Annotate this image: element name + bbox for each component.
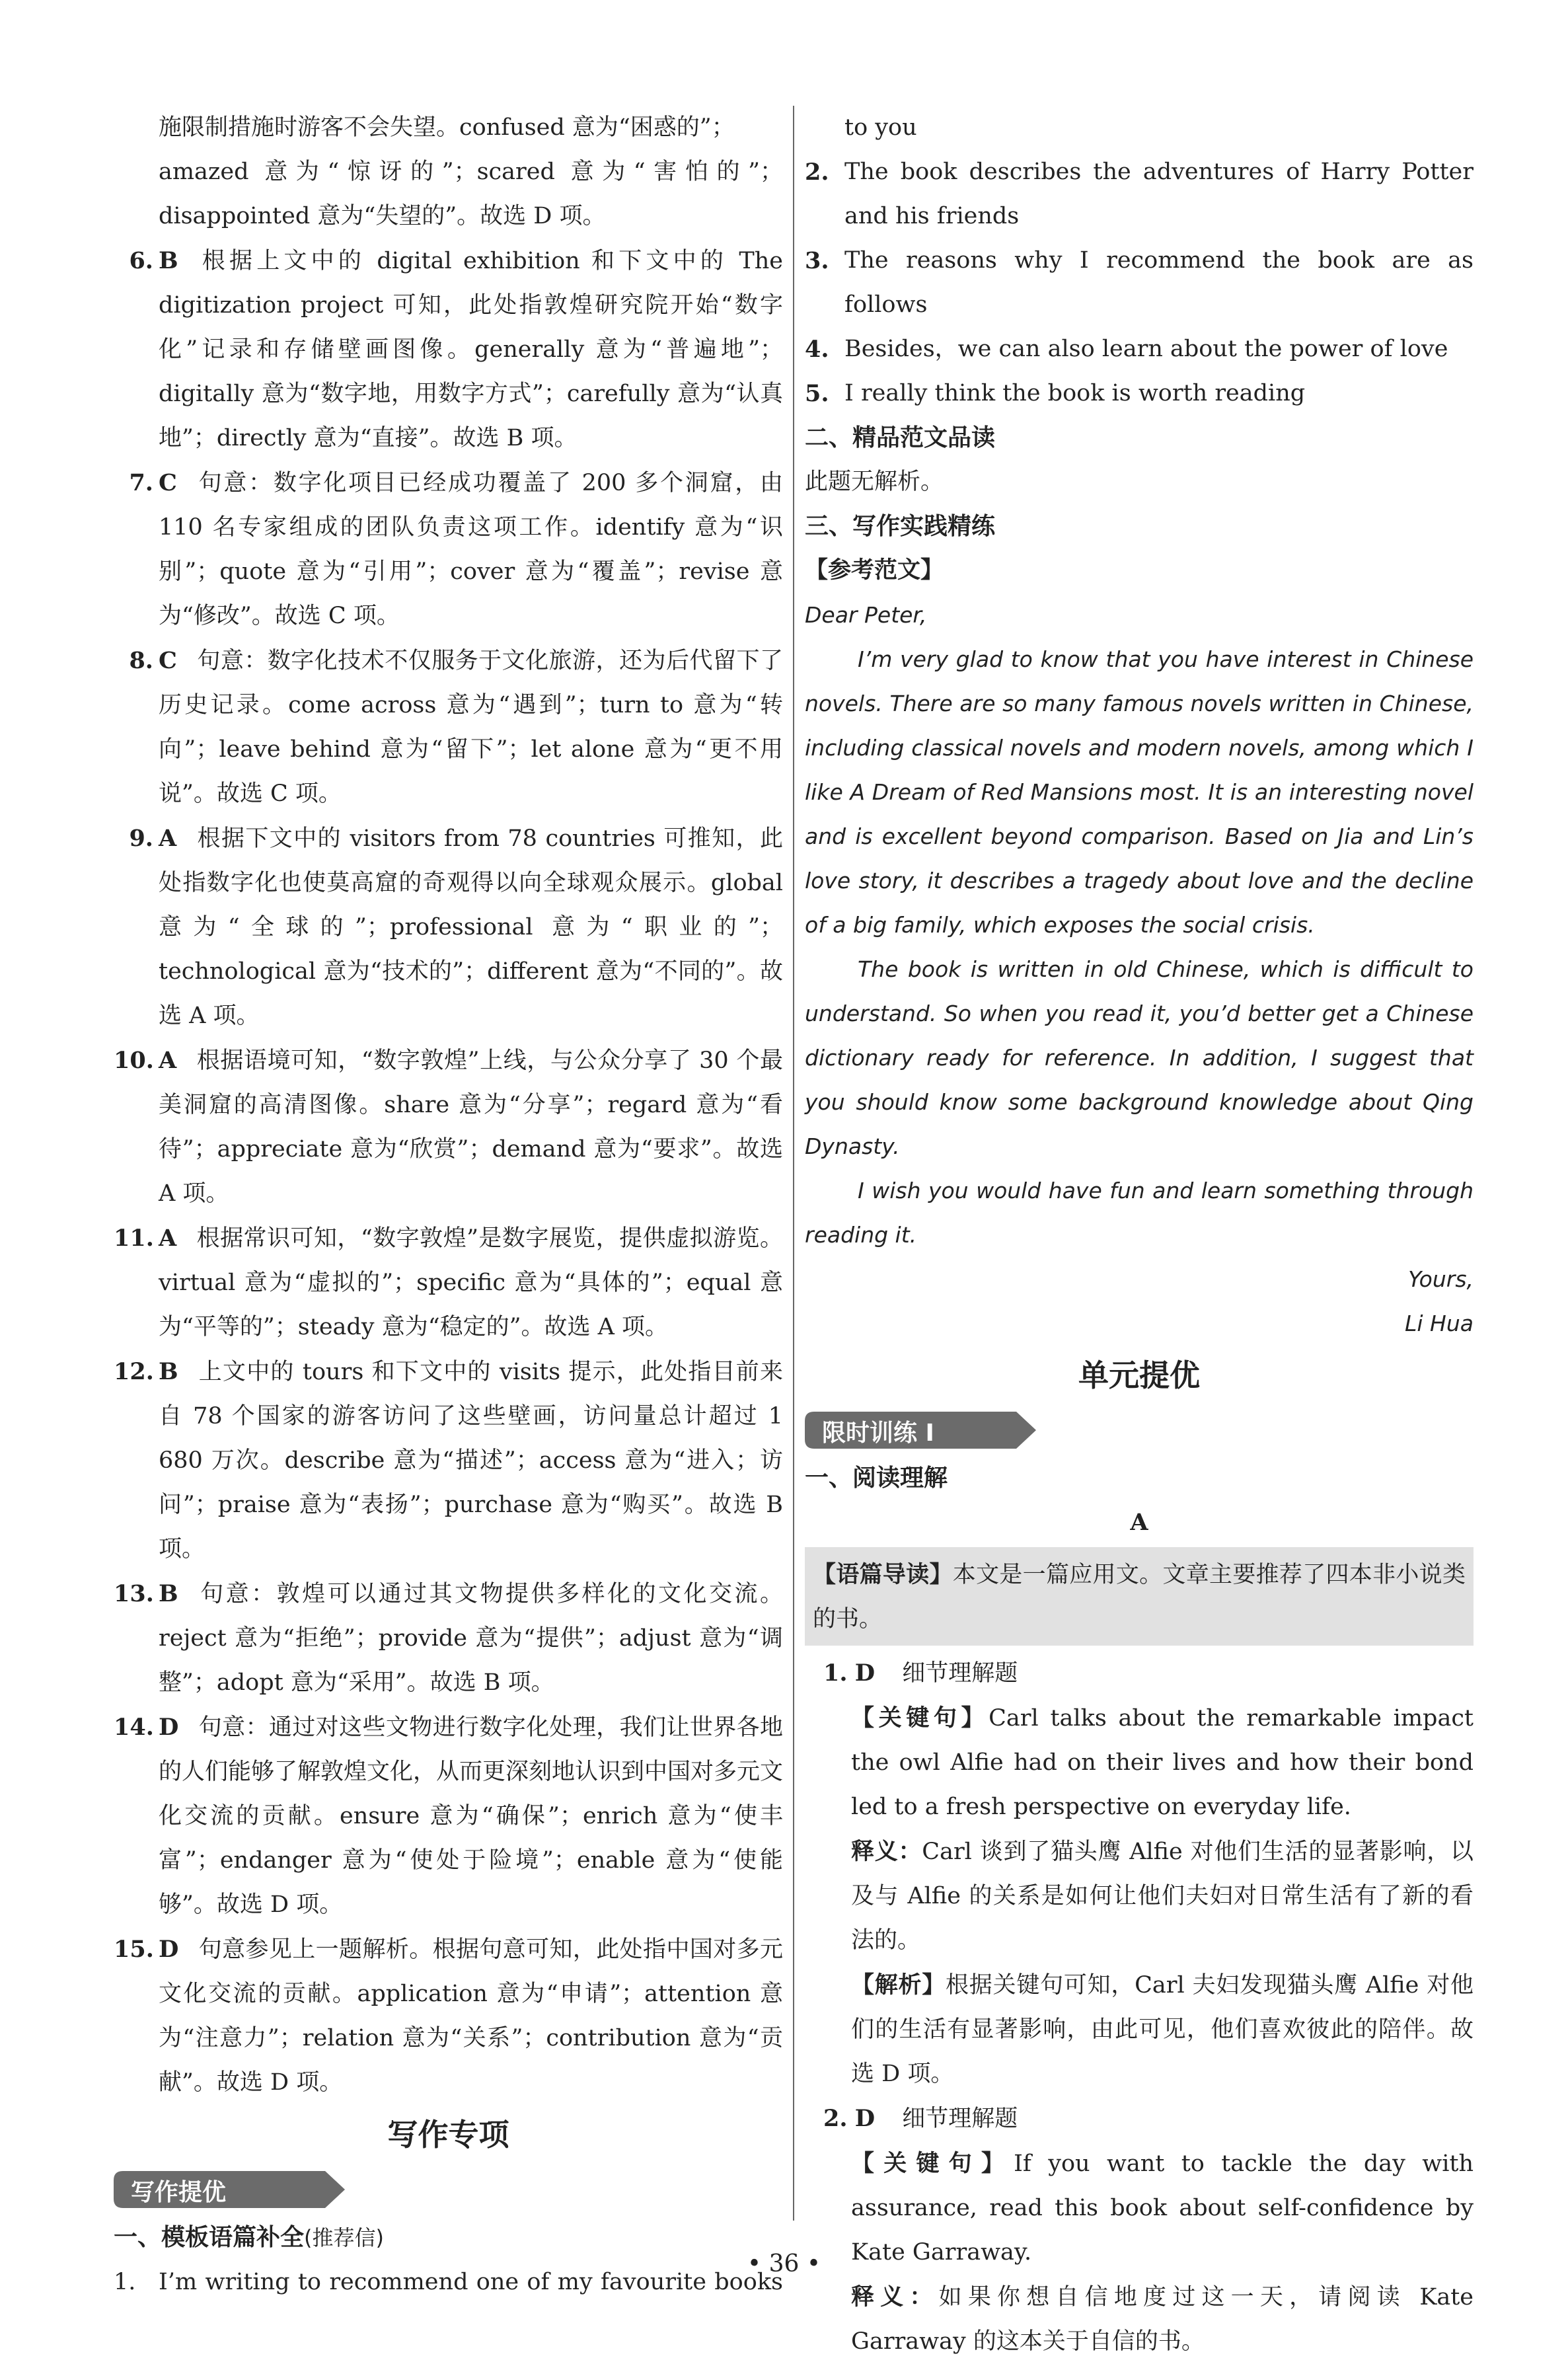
heading-reading-comprehension: 一、阅读理解	[805, 1465, 948, 1492]
explanation-label: 释义：	[851, 1838, 922, 1865]
explanation-text: 如果你想自信地度过这一天，请阅读 Kate Garraway 的这本关于自信的书。	[851, 2284, 1474, 2355]
item-answer: A	[159, 1225, 177, 1252]
item-text: Besides，we can also learn about the power of love	[844, 336, 1448, 362]
item-number: 12.	[114, 1358, 154, 1385]
essay-paragraph-3: I wish you would have fun and learn something through reading it.	[805, 1178, 1474, 1248]
question-1	[805, 1651, 1474, 1696]
no-analysis-note: 此题无解析。	[805, 469, 944, 495]
key-text: Carl talks about the remarkable impact the owl Alfie had on their lives and how their bond led to a fresh perspective on everyday life.	[851, 1705, 1474, 1820]
item-answer: A	[159, 1047, 177, 1074]
intro-line: amazed 意为“惊讶的”；scared 意为“害怕的”；	[159, 159, 783, 185]
heading-writing-practice: 三、写作实践精练	[805, 513, 996, 540]
reference-essay-label: 【参考范文】	[805, 557, 944, 584]
essay-greeting: Dear Peter,	[805, 602, 927, 628]
guide-label: 【语篇导读】	[813, 1561, 953, 1588]
item-answer: C	[159, 647, 177, 674]
item-answer: B	[159, 1358, 178, 1385]
key-label: 【关键句】	[851, 2150, 1014, 2177]
item-answer: C	[159, 469, 177, 496]
answer-item-12	[114, 1350, 783, 1572]
answer-item-14	[114, 1705, 783, 1927]
answer-item-11	[114, 1216, 783, 1350]
question-number: 1.	[823, 1659, 848, 1687]
heading-text: 一、模板语篇补全	[114, 2224, 305, 2251]
item-answer: D	[159, 1936, 179, 1963]
question-1-key-sentence	[805, 1696, 1474, 1829]
item-number: 13.	[114, 1580, 154, 1607]
item-text: I’m writing to recommend one of my favourite books	[159, 2269, 783, 2295]
item-text: The book describes the adventures of Harry Potter and his friends	[844, 159, 1474, 229]
question-type: 细节理解题	[902, 1660, 1018, 1687]
essay-signature: Li Hua	[1405, 1311, 1474, 1336]
passage-guide	[805, 1547, 1474, 1646]
item-number: 14.	[114, 1714, 154, 1741]
essay-paragraph-2: The book is written in old Chinese, which is difficult to understand. So when you read it, you’d better get a Chinese dictionary ready for reference. In addition, I suggest that you should know some background knowledge about Qing Dynasty.	[805, 956, 1474, 1159]
item-explanation: 根据上文中的 digital exhibition 和下文中的 The digitization project 可知，此处指敦煌研究院开始“数字化”记录和存储壁画图像。generally 意为“普遍地”；digitally 意为“数字地，用数字方式”；carefully 意为“认真地”；directly 意为“直接”。故选 B 项。	[159, 248, 783, 451]
heading-model-reading: 二、精品范文品读	[805, 424, 996, 451]
answer-item-15	[114, 1927, 783, 2105]
explanation-text: Carl 谈到了猫头鹰 Alfie 对他们生活的显著影响，以及与 Alfie 的关系是如何让他们夫妇对日常生活有了新的看法的。	[851, 1839, 1474, 1954]
item-explanation: 句意：数字化项目已经成功覆盖了 200 多个洞窟，由 110 名专家组成的团队负责这项工作。identify 意为“识别”；quote 意为“引用”；cover 意为“覆盖”；revise 意为“修改”。故选 C 项。	[159, 470, 783, 629]
question-answer: D	[854, 1659, 876, 1687]
answer-item-6	[114, 239, 783, 461]
item-explanation: 根据常识可知，“数字敦煌”是数字展览，提供虚拟游览。virtual 意为“虚拟的”；specific 意为“具体的”；equal 意为“平等的”；steady 意为“稳定的”。故选 A 项。	[159, 1225, 783, 1340]
question-1-explanation	[805, 1829, 1474, 1963]
writing-item-3	[805, 239, 1474, 327]
section-title-writing: 写作专项	[387, 2117, 509, 2153]
item-explanation: 句意参见上一题解析。根据句意可知，此处指中国对多元文化交流的贡献。application 意为“申请”；attention 意为“注意力”；relation 意为“关系”；contribution 意为“贡献”。故选 D 项。	[159, 1936, 783, 2096]
question-answer: D	[854, 2105, 876, 2132]
essay-closing: Yours,	[1408, 1266, 1474, 1292]
item-number: 5.	[805, 380, 829, 407]
key-label: 【关键句】	[851, 1704, 989, 1732]
page-number: • 36 •	[747, 2250, 821, 2277]
item-answer: B	[159, 1580, 178, 1607]
passage-letter: A	[1130, 1509, 1148, 1536]
guide-text: 本文是一篇应用文。文章主要推荐了四本非小说类的书。	[813, 1562, 1466, 1632]
item-text: I really think the book is worth reading	[844, 380, 1306, 406]
banner-writing	[114, 2171, 226, 2208]
item-number: 10.	[114, 1047, 154, 1074]
analysis-label: 【解析】	[851, 1971, 946, 1999]
item-text: The reasons why I recommend the book are as follows	[844, 247, 1474, 318]
question-number: 2.	[823, 2105, 848, 2132]
question-1-analysis	[805, 1963, 1474, 2096]
answer-item-8	[114, 638, 783, 816]
writing-item-2	[805, 150, 1474, 239]
section-title-unit: 单元提优	[1078, 1357, 1200, 1393]
banner-label: 限时训练 Ⅰ	[822, 1420, 934, 1447]
writing-item-1-continuation: to you	[844, 114, 917, 141]
answer-item-7	[114, 461, 783, 638]
answer-item-13	[114, 1572, 783, 1705]
banner-timed-training	[805, 1412, 934, 1449]
item-number: 7.	[129, 469, 153, 496]
item-number: 2.	[805, 159, 829, 186]
analysis-text: 根据关键句可知，Carl 夫妇发现猫头鹰 Alfie 对他们的生活有显著影响，由此可见，他们喜欢彼此的陪伴。故选 D 项。	[851, 1972, 1474, 2087]
item-number: 8.	[129, 647, 153, 674]
explanation-label: 释义：	[851, 2283, 939, 2310]
reference-essay	[805, 593, 1474, 1346]
item-explanation: 句意：通过对这些文物进行数字化处理，我们让世界各地的人们能够了解敦煌文化，从而更深刻地认识到中国对多元文化交流的贡献。ensure 意为“确保”；enrich 意为“使丰富”；endanger 意为“使处于险境”；enable 意为“使能够”。故选 D 项。	[159, 1714, 784, 1918]
item-number: 11.	[114, 1225, 154, 1252]
answer-item-9	[114, 816, 783, 1038]
essay-paragraph-1: I’m very glad to know that you have interest in Chinese novels. There are so many famous novels written in Chinese, including classical novels and modern novels, among which I like A Dream of Red Mansions most. It is an interesting novel and is excellent beyond comparison. Based on Jia and Lin’s love story, it describes a tragedy about love and the decline of a big family, which exposes the social crisis.	[805, 646, 1474, 938]
item-explanation: 上文中的 tours 和下文中的 visits 提示，此处指目前来自 78 个国家的游客访问了这些壁画，访问量总计超过 1 680 万次。describe 意为“描述”；access 意为“进入；访问”；praise 意为“表扬”；purchase 意为“购买”。故选 B 项。	[159, 1359, 783, 1562]
question-2	[805, 2096, 1474, 2141]
question-2-explanation	[805, 2275, 1474, 2364]
item-explanation: 句意：敦煌可以通过其文物提供多样化的文化交流。reject 意为“拒绝”；provide 意为“提供”；adjust 意为“调整”；adopt 意为“采用”。故选 B 项。	[159, 1581, 783, 1696]
item-answer: A	[159, 825, 177, 852]
writing-item-4	[805, 327, 1474, 371]
item-answer: D	[159, 1714, 179, 1741]
item-number: 6.	[129, 247, 153, 274]
column-divider	[793, 106, 794, 2221]
question-type: 细节理解题	[902, 2106, 1018, 2132]
item-number: 4.	[805, 336, 829, 363]
left-column	[114, 106, 783, 2305]
key-text: If you want to tackle the day with assurance, read this book about self-confidence by Kate Garraway.	[851, 2151, 1474, 2266]
item-explanation: 根据下文中的 visitors from 78 countries 可推知，此处指数字化也使莫高窟的奇观得以向全球观众展示。global 意为“全球的”；professional 意为“职业的”；technological 意为“技术的”；different 意为“不同的”。故选 A 项。	[159, 825, 783, 1029]
intro-line: 施限制措施时游客不会失望。confused 意为“困惑的”；	[159, 114, 735, 141]
item-number: 9.	[129, 825, 153, 852]
item-explanation: 句意：数字化技术不仅服务于文化旅游，还为后代留下了历史记录。come across 意为“遇到”；turn to 意为“转向”；leave behind 意为“留下”；let alone 意为“更不用说”。故选 C 项。	[159, 648, 783, 807]
answer-item-10	[114, 1038, 783, 1216]
item-number: 3.	[805, 247, 829, 274]
item-explanation: 根据语境可知，“数字敦煌”上线，与公众分享了 30 个最美洞窟的高清图像。share 意为“分享”；regard 意为“看待”；appreciate 意为“欣赏”；demand 意为“要求”。故选 A 项。	[159, 1048, 783, 1207]
banner-label: 写作提优	[131, 2179, 227, 2206]
item-number: 15.	[114, 1936, 154, 1963]
heading-note: (推荐信)	[304, 2225, 384, 2250]
right-column	[805, 106, 1474, 2364]
intro-continuation	[114, 106, 783, 239]
intro-line: disappointed 意为“失望的”。故选 D 项。	[159, 203, 606, 229]
item-number: 1.	[114, 2269, 136, 2295]
writing-item-5	[805, 371, 1474, 416]
item-answer: B	[159, 247, 178, 274]
